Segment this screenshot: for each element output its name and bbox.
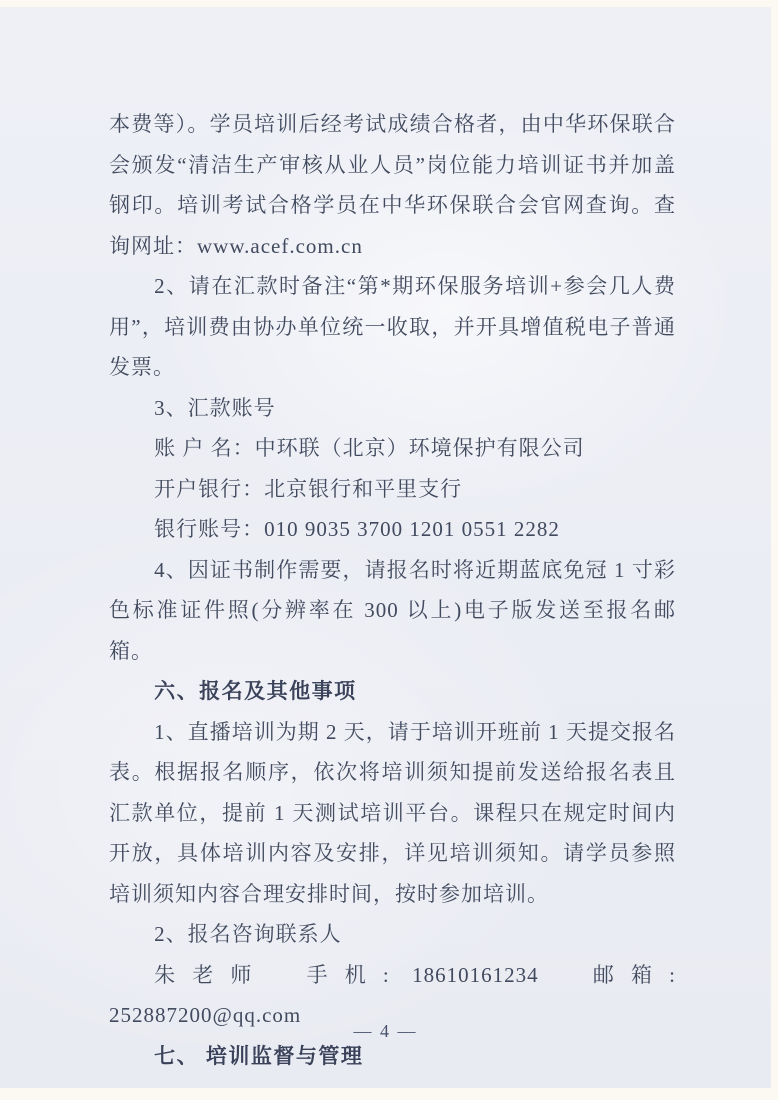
para-remittance-account-title: 3、汇款账号 <box>154 395 276 420</box>
scanned-page <box>0 7 771 1088</box>
para-contact-title: 2、报名咨询联系人 <box>154 922 342 946</box>
para-photo-requirement: 4、因证书制作需要，请报名时将近期蓝底免冠 1 寸彩色标准证件照(分辨率在 300 以上)电子版发送至报名邮箱。 <box>109 557 676 663</box>
para-training-schedule: 1、直播培训为期 2 天，请于培训开班前 1 天提交报名表。根据报名顺序，依次将培训须知提前发送给报名表且汇款单位，提前 1 天测试培训平台。课程只在规定时间内开放，具体培训内容及安排，详见培训须知。请学员参照培训须知内容合理安排时间，按时参加培训。 <box>109 719 676 906</box>
heading-section-seven-supervision: 七、 培训监督与管理 <box>154 1043 364 1068</box>
para-remittance-note: 2、请在汇款时备注“第*期环保服务培训+参会几人费用”，培训费由协办单位统一收取，并开具增值税电子普通发票。 <box>109 274 676 379</box>
document-body <box>109 104 676 1076</box>
page-number: — 4 — <box>353 1021 418 1041</box>
heading-section-six-registration: 六、报名及其他事项 <box>154 679 357 703</box>
para-bank-branch: 开户银行：北京银行和平里支行 <box>154 476 463 501</box>
para-certificate-continuation: 本费等）。学员培训后经考试成绩合格者，由中华环保联合会颁发“清洁生产审核从业人员”岗位能力培训证书并加盖钢印。培训考试合格学员在中华环保联合会官网查询。查询网址：www.acef.com.cn <box>109 112 676 258</box>
para-contact-info: 朱老师 手机: 18610161234 邮箱: 252887200@qq.com <box>109 962 676 1027</box>
para-account-name: 账 户 名：中环联（北京）环境保护有限公司 <box>154 436 585 460</box>
para-account-number: 银行账号：010 9035 3700 1201 0551 2282 <box>154 517 560 541</box>
